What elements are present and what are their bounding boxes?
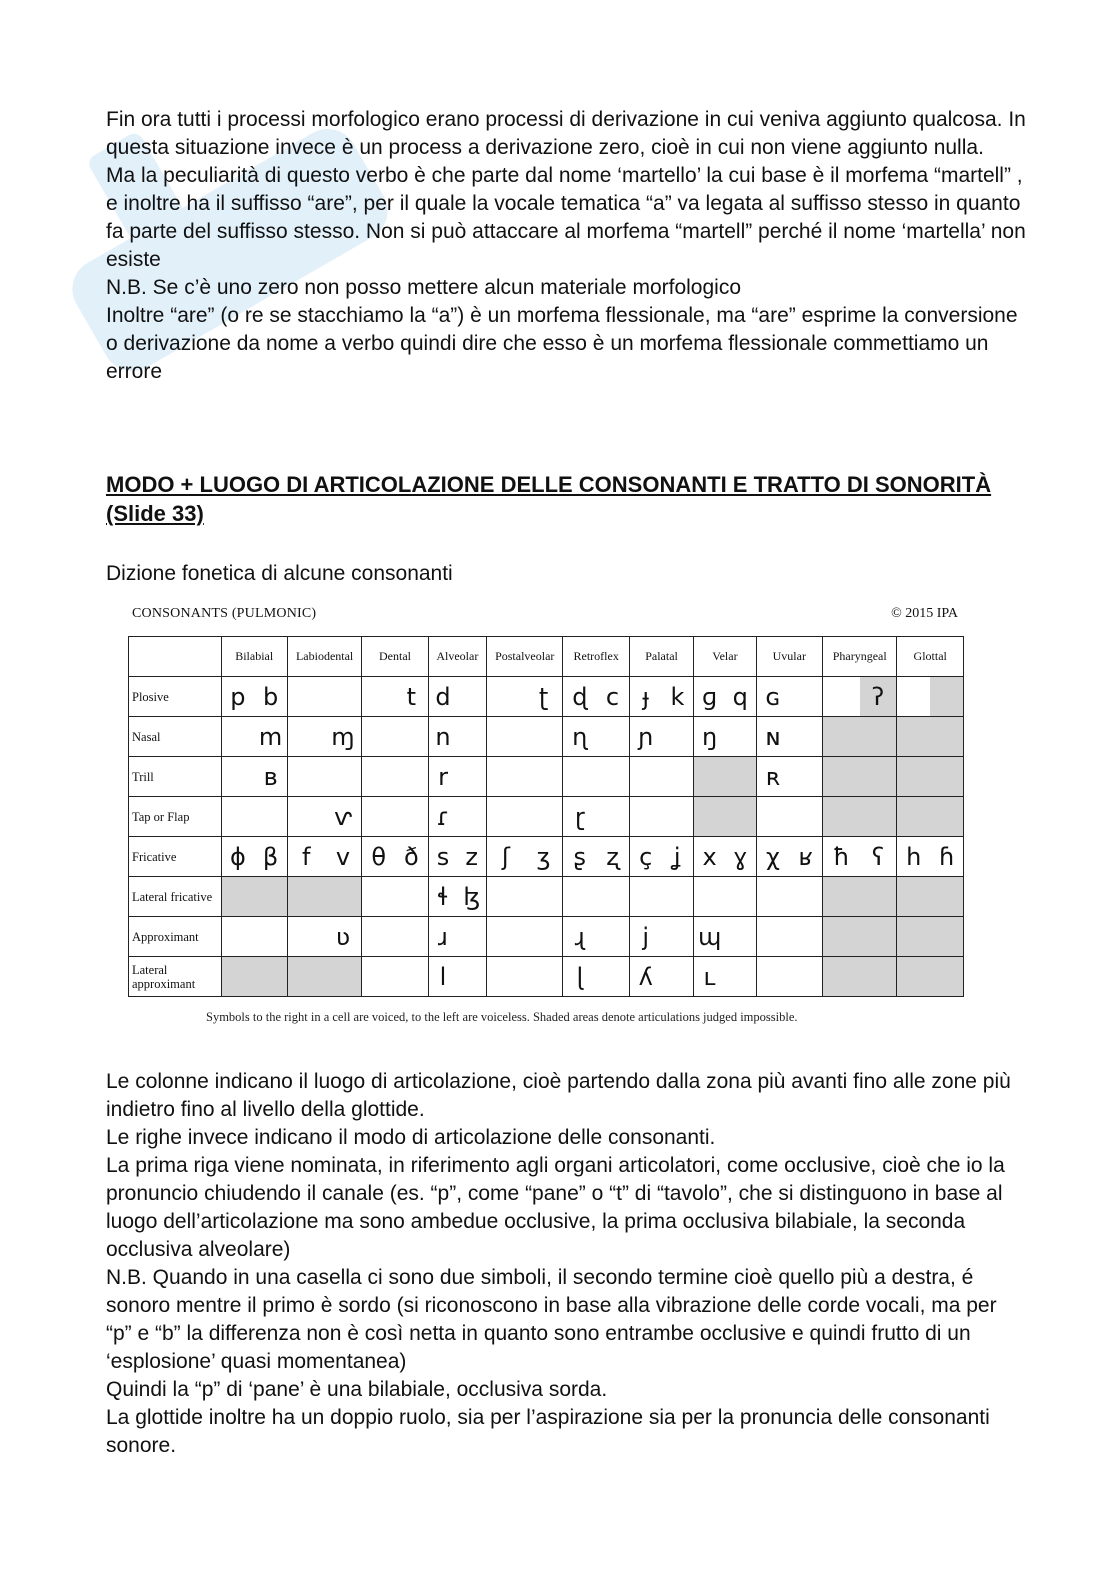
ipa-empty-cell (287, 677, 324, 717)
ipa-empty-cell (662, 717, 694, 757)
ipa-empty-cell (395, 717, 428, 757)
ipa-empty-cell (930, 917, 963, 957)
ipa-symbol: ɸ (221, 837, 254, 877)
ipa-empty-cell (221, 957, 254, 997)
manner-row-header: Approximant (129, 917, 222, 957)
ipa-empty-cell (694, 757, 725, 797)
ipa-empty-cell (287, 797, 324, 837)
body-paragraph: La prima riga viene nominata, in riferimento agli organi articolatori, come occlusive, cioè che io la pronuncio chiudendo il canale (es. “p”, come “pane” o “t” di “tavolo”, che si distinguono in base al luogo dell’articolazione ma sono ambedue occlusive, la prima occlusiva bilabiale, la seconda occlusiva alveolare) (106, 1154, 1005, 1261)
chart-title: CONSONANTS (PULMONIC) (132, 606, 317, 621)
ipa-symbol: z (457, 837, 486, 877)
ipa-empty-cell (629, 877, 661, 917)
ipa-empty-cell (725, 877, 756, 917)
ipa-empty-cell (860, 757, 897, 797)
ipa-empty-cell (221, 717, 254, 757)
intro-paragraph: Fin ora tutti i processi morfologico erano processi di derivazione in cui veniva aggiunto qualcosa. In questa situazione invece è un process a derivazione zero, cioè in cui non viene aggiunto nulla. (106, 108, 1026, 159)
body-paragraph: La glottide inoltre ha un doppio ruolo, sia per l’aspirazione sia per la pronuncia delle consonanti sonore. (106, 1406, 990, 1457)
ipa-empty-cell (457, 757, 486, 797)
chart-header-row (129, 637, 964, 677)
ipa-symbol: ʁ (789, 837, 822, 877)
ipa-empty-cell (395, 797, 428, 837)
ipa-empty-cell (221, 917, 254, 957)
ipa-empty-cell (487, 917, 525, 957)
ipa-empty-cell (287, 877, 324, 917)
ipa-symbol: ʃ (487, 837, 525, 877)
ipa-symbol: ɢ (756, 677, 789, 717)
ipa-symbol: n (428, 717, 457, 757)
ipa-empty-cell (860, 877, 897, 917)
ipa-empty-cell (789, 717, 822, 757)
ipa-empty-cell (525, 717, 563, 757)
ipa-symbol: ʕ (860, 837, 897, 877)
body-paragraph: Quindi la “p” di ‘pane’ è una bilabiale, occlusiva sorda. (106, 1378, 608, 1401)
ipa-empty-cell (860, 797, 897, 837)
ipa-empty-cell (789, 917, 822, 957)
ipa-empty-cell (362, 917, 395, 957)
ipa-symbol: k (662, 677, 694, 717)
ipa-symbol: ɻ (563, 917, 596, 957)
ipa-empty-cell (457, 917, 486, 957)
ipa-symbol: ʂ (563, 837, 596, 877)
ipa-empty-cell (822, 757, 859, 797)
ipa-empty-cell (221, 877, 254, 917)
ipa-symbol: ɣ (725, 837, 756, 877)
ipa-empty-cell (822, 877, 859, 917)
ipa-empty-cell (395, 877, 428, 917)
ipa-empty-cell (525, 757, 563, 797)
ipa-empty-cell (694, 797, 725, 837)
ipa-symbol: ɴ (756, 717, 789, 757)
ipa-empty-cell (221, 757, 254, 797)
ipa-symbol: ʈ (525, 677, 563, 717)
ipa-symbol: ɬ (428, 877, 457, 917)
ipa-empty-cell (860, 917, 897, 957)
ipa-consonant-chart (126, 600, 966, 1035)
place-column-header: Pharyngeal (822, 637, 896, 677)
ipa-symbol: ʀ (756, 757, 789, 797)
ipa-empty-cell (596, 797, 629, 837)
ipa-empty-cell (725, 957, 756, 997)
ipa-symbol: θ (362, 837, 395, 877)
subtitle: Dizione fonetica di alcune consonanti (106, 562, 453, 585)
place-column-header: Palatal (629, 637, 693, 677)
place-column-header: Glottal (897, 637, 964, 677)
ipa-symbol: β (254, 837, 287, 877)
ipa-empty-cell (395, 757, 428, 797)
ipa-symbol: r (428, 757, 457, 797)
ipa-empty-cell (563, 877, 596, 917)
ipa-symbol: ʎ (629, 957, 661, 997)
ipa-empty-cell (725, 757, 756, 797)
ipa-empty-cell (362, 717, 395, 757)
ipa-empty-cell (725, 717, 756, 757)
ipa-empty-cell (487, 877, 525, 917)
ipa-symbol: v (325, 837, 362, 877)
ipa-symbol: l (428, 957, 457, 997)
manner-row (129, 677, 964, 717)
ipa-symbol: ɖ (563, 677, 596, 717)
ipa-empty-cell (897, 917, 930, 957)
ipa-symbol: ʋ (325, 917, 362, 957)
ipa-empty-cell (789, 757, 822, 797)
manner-row (129, 957, 964, 997)
manner-row-header: Fricative (129, 837, 222, 877)
chart-corner-cell (129, 637, 222, 677)
ipa-empty-cell (930, 877, 963, 917)
ipa-empty-cell (487, 797, 525, 837)
place-column-header: Velar (694, 637, 756, 677)
ipa-symbol: ɦ (930, 837, 963, 877)
ipa-empty-cell (822, 797, 859, 837)
intro-paragraph: N.B. Se c’è uno zero non posso mettere alcun materiale morfologico (106, 276, 741, 299)
ipa-symbol: ʐ (596, 837, 629, 877)
ipa-symbol: ɮ (457, 877, 486, 917)
ipa-empty-cell (756, 917, 789, 957)
manner-row (129, 877, 964, 917)
ipa-symbol: ɡ (694, 677, 725, 717)
ipa-empty-cell (822, 677, 859, 717)
ipa-empty-cell (897, 877, 930, 917)
manner-row-header: Plosive (129, 677, 222, 717)
manner-row (129, 797, 964, 837)
ipa-empty-cell (362, 757, 395, 797)
place-column-header: Bilabial (221, 637, 287, 677)
ipa-empty-cell (221, 797, 254, 837)
ipa-empty-cell (897, 717, 930, 757)
ipa-empty-cell (325, 877, 362, 917)
body-paragraph: Le colonne indicano il luogo di articolazione, cioè partendo dalla zona più avanti fino alle zone più indietro fino al livello della glottide. (106, 1070, 1011, 1121)
ipa-empty-cell (596, 957, 629, 997)
place-column-header: Uvular (756, 637, 822, 677)
ipa-empty-cell (694, 877, 725, 917)
ipa-empty-cell (395, 917, 428, 957)
ipa-empty-cell (662, 757, 694, 797)
ipa-empty-cell (930, 757, 963, 797)
ipa-empty-cell (662, 877, 694, 917)
ipa-empty-cell (860, 717, 897, 757)
ipa-empty-cell (629, 757, 661, 797)
manner-row (129, 757, 964, 797)
ipa-empty-cell (789, 957, 822, 997)
ipa-symbol: ʒ (525, 837, 563, 877)
manner-row-header: Trill (129, 757, 222, 797)
ipa-symbol: f (287, 837, 324, 877)
ipa-empty-cell (287, 917, 324, 957)
ipa-empty-cell (525, 877, 563, 917)
ipa-empty-cell (487, 757, 525, 797)
ipa-empty-cell (596, 717, 629, 757)
chart-caption: Symbols to the right in a cell are voiced, to the left are voiceless. Shaded areas denote articulations judged impossible. (206, 1010, 798, 1024)
manner-row-header: Tap or Flap (129, 797, 222, 837)
body-paragraph: N.B. Quando in una casella ci sono due simboli, il secondo termine cioè quello più a destra, é sonoro mentre il primo è sordo (si riconoscono in base alla vibrazione delle corde vocali, ma per “p” e “b” la differenza non è così netta in quanto sono entrambe occlusive e quindi frutto di un ‘esplosione’ quasi momentanea) (106, 1266, 997, 1373)
ipa-empty-cell (725, 797, 756, 837)
ipa-symbol: ʔ (860, 677, 897, 717)
ipa-empty-cell (487, 717, 525, 757)
ipa-empty-cell (930, 677, 963, 717)
ipa-empty-cell (395, 957, 428, 997)
intro-paragraph: Ma la peculiarità di questo verbo è che parte dal nome ‘martello’ la cui base è il morfema “martell” , e inoltre ha il suffisso “are”, per il quale la vocale tematica “a” va legata al suffisso stesso in quanto fa parte del suffisso stesso. Non si può attaccare al morfema “martell” perché il nome ‘martella’ non esiste (106, 164, 1026, 271)
ipa-empty-cell (662, 957, 694, 997)
ipa-empty-cell (487, 677, 525, 717)
ipa-empty-cell (822, 957, 859, 997)
ipa-empty-cell (596, 757, 629, 797)
ipa-symbol: ɭ (563, 957, 596, 997)
manner-row (129, 917, 964, 957)
ipa-symbol: ħ (822, 837, 859, 877)
ipa-empty-cell (287, 717, 324, 757)
ipa-symbol: j (629, 917, 661, 957)
place-column-header: Retroflex (563, 637, 629, 677)
place-column-header: Labiodental (287, 637, 361, 677)
ipa-empty-cell (930, 717, 963, 757)
manner-row (129, 717, 964, 757)
ipa-empty-cell (756, 797, 789, 837)
ipa-empty-cell (457, 677, 486, 717)
ipa-symbol: ɰ (694, 917, 725, 957)
intro-text (106, 106, 1026, 386)
ipa-symbol: ʝ (662, 837, 694, 877)
ipa-empty-cell (860, 957, 897, 997)
ipa-symbol: ɳ (563, 717, 596, 757)
ipa-symbol: c (596, 677, 629, 717)
ipa-empty-cell (662, 917, 694, 957)
ipa-symbol: ɹ (428, 917, 457, 957)
manner-row-header: Nasal (129, 717, 222, 757)
ipa-empty-cell (287, 757, 324, 797)
ipa-symbol: d (428, 677, 457, 717)
ipa-empty-cell (789, 877, 822, 917)
ipa-symbol: s (428, 837, 457, 877)
ipa-symbol: h (897, 837, 930, 877)
intro-paragraph: Inoltre “are” (o re se stacchiamo la “a”) è un morfema flessionale, ma “are” esprime la conversione o derivazione da nome a verbo quindi dire che esso è un morfema flessionale commettiamo un errore (106, 304, 1018, 383)
ipa-symbol: ɟ (629, 677, 661, 717)
ipa-empty-cell (789, 677, 822, 717)
ipa-symbol: ʙ (254, 757, 287, 797)
ipa-empty-cell (325, 957, 362, 997)
ipa-symbol: p (221, 677, 254, 717)
ipa-empty-cell (822, 917, 859, 957)
ipa-empty-cell (930, 957, 963, 997)
ipa-empty-cell (362, 957, 395, 997)
ipa-empty-cell (789, 797, 822, 837)
ipa-empty-cell (725, 917, 756, 957)
ipa-empty-cell (897, 797, 930, 837)
ipa-empty-cell (254, 917, 287, 957)
ipa-empty-cell (563, 757, 596, 797)
ipa-symbol: ŋ (694, 717, 725, 757)
ipa-empty-cell (254, 797, 287, 837)
manner-row-header: Lateral fricative (129, 877, 222, 917)
ipa-empty-cell (930, 797, 963, 837)
ipa-symbol: ɽ (563, 797, 596, 837)
ipa-empty-cell (662, 797, 694, 837)
ipa-symbol: m (254, 717, 287, 757)
ipa-empty-cell (457, 797, 486, 837)
manner-row (129, 837, 964, 877)
place-column-header: Postalveolar (487, 637, 563, 677)
manner-row-header: Lateral approximant (129, 957, 222, 997)
chart-copyright: © 2015 IPA (891, 606, 958, 621)
ipa-symbol: q (725, 677, 756, 717)
ipa-empty-cell (362, 677, 395, 717)
ipa-symbol: ⱱ (325, 797, 362, 837)
ipa-symbol: t (395, 677, 428, 717)
ipa-empty-cell (596, 917, 629, 957)
ipa-table (128, 636, 964, 997)
place-column-header: Dental (362, 637, 428, 677)
ipa-empty-cell (897, 677, 930, 717)
ipa-symbol: ç (629, 837, 661, 877)
ipa-empty-cell (487, 957, 525, 997)
ipa-empty-cell (254, 877, 287, 917)
ipa-empty-cell (254, 957, 287, 997)
section-heading: MODO + LUOGO DI ARTICOLAZIONE DELLE CONSONANTI E TRATTO DI SONORITÀ (Slide 33) (106, 472, 992, 526)
ipa-symbol: x (694, 837, 725, 877)
ipa-empty-cell (457, 717, 486, 757)
ipa-empty-cell (287, 957, 324, 997)
ipa-empty-cell (822, 717, 859, 757)
ipa-symbol: ʟ (694, 957, 725, 997)
ipa-empty-cell (525, 917, 563, 957)
body-paragraph: Le righe invece indicano il modo di articolazione delle consonanti. (106, 1126, 716, 1149)
ipa-empty-cell (325, 677, 362, 717)
ipa-symbol: ð (395, 837, 428, 877)
ipa-empty-cell (325, 757, 362, 797)
ipa-empty-cell (596, 877, 629, 917)
place-column-header: Alveolar (428, 637, 486, 677)
ipa-empty-cell (629, 797, 661, 837)
ipa-empty-cell (756, 957, 789, 997)
ipa-empty-cell (525, 957, 563, 997)
ipa-empty-cell (756, 877, 789, 917)
ipa-symbol: χ (756, 837, 789, 877)
ipa-symbol: ɾ (428, 797, 457, 837)
ipa-empty-cell (457, 957, 486, 997)
ipa-symbol: ɲ (629, 717, 661, 757)
ipa-symbol: b (254, 677, 287, 717)
ipa-empty-cell (525, 797, 563, 837)
body-text (106, 1068, 1026, 1460)
ipa-symbol: ɱ (325, 717, 362, 757)
ipa-empty-cell (362, 797, 395, 837)
ipa-empty-cell (897, 757, 930, 797)
ipa-empty-cell (897, 957, 930, 997)
ipa-empty-cell (362, 877, 395, 917)
